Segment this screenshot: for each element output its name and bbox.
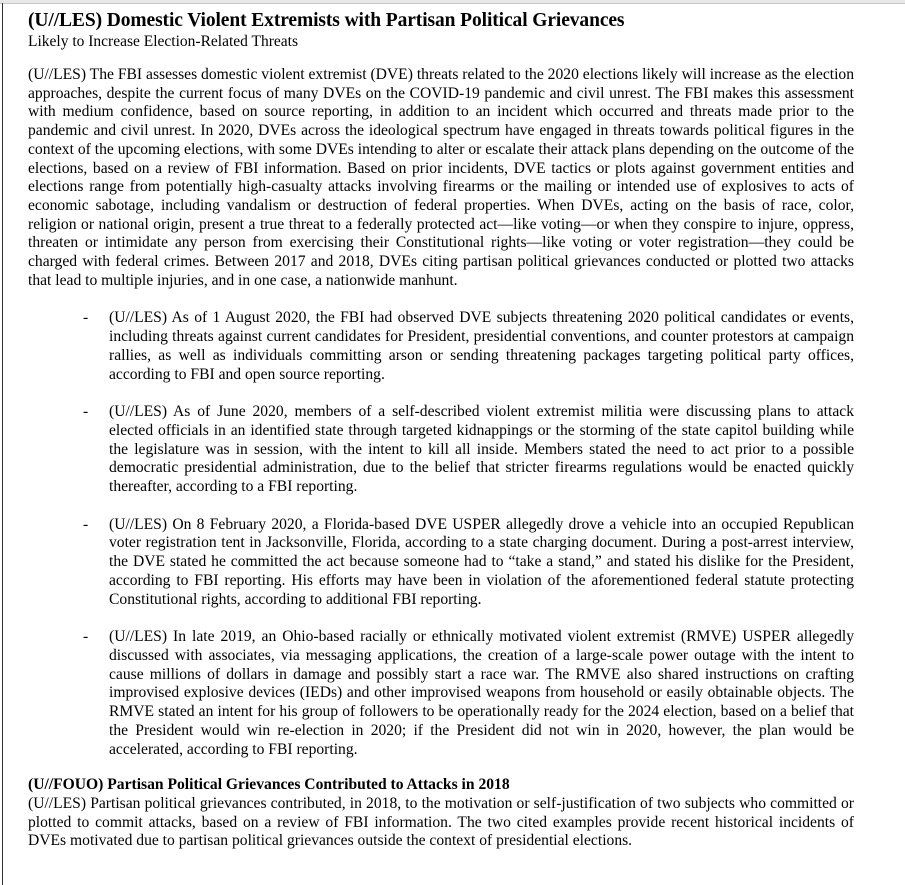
bullet-list	[28, 309, 854, 759]
bullet-item	[28, 309, 854, 384]
bullet-text: (U//LES) On 8 February 2020, a Florida-based DVE USPER allegedly drove a vehicle into an occupied Republican voter registration tent in Jacksonville, Florida, according to a state charging document. During a post-arrest interview, the DVE stated he committed the act because someone had to “take a stand,” and stated his dislike for the President, according to FBI reporting. His efforts may have been in violation of the aforementioned federal statute protecting Constitutional rights, according to additional FBI reporting.	[109, 515, 854, 608]
bullet-dash: -	[83, 403, 89, 421]
section-heading: (U//FOUO) Partisan Political Grievances Contributed to Attacks in 2018	[28, 776, 510, 794]
document-subtitle: Likely to Increase Election-Related Threats	[28, 33, 298, 50]
bullet-item	[28, 403, 854, 497]
section-paragraph: (U//LES) Partisan political grievances contributed, in 2018, to the motivation or self-justification of two subjects who committed or plotted to commit attacks, based on a review of FBI information. The two cited examples provide recent historical incidents of DVEs motivated due to partisan political grievances outside the context of presidential elections.	[28, 794, 854, 850]
bullet-dash: -	[83, 309, 89, 327]
document-title: (U//LES) Domestic Violent Extremists with Partisan Political Grievances	[28, 10, 625, 31]
bullet-text: (U//LES) In late 2019, an Ohio-based racially or ethnically motivated violent extremist (RMVE) USPER allegedly discussed with associates, via messaging applications, the creation of a large-scale power outage with the intent to cause millions of dollars in damage and possibly start a race war. The RMVE also shared instructions on crafting improvised explosive devices (IEDs) and other improvised weapons from household or easily obtainable objects. The RMVE stated an intent for his group of followers to be operationally ready for the 2024 election, based on a belief that the President would win re-election in 2020; if the President did not win in 2020, however, the plan would be accelerated, according to FBI reporting.	[109, 628, 854, 758]
bullet-item	[28, 516, 854, 610]
bullet-text: (U//LES) As of June 2020, members of a self-described violent extremist militia were discussing plans to attack elected officials in an identified state through targeted kidnappings or the storming of the state capitol building while the legislature was in session, with the intent to kill all inside. Members stated the need to act prior to a possible democratic presidential administration, due to the belief that stricter firearms regulations would be enacted quickly thereafter, according to a FBI reporting.	[109, 403, 854, 496]
bullet-dash: -	[83, 515, 89, 533]
intro-paragraph: (U//LES) The FBI assesses domestic violent extremist (DVE) threats related to the 2020 elections likely will increase as the election approaches, despite the current focus of many DVEs on the COVID-19 pandemic and civil unrest. The FBI makes this assessment with medium confidence, based on source reporting, in addition to an incident which occurred and threats made prior to the pandemic and civil unrest. In 2020, DVEs across the ideological spectrum have engaged in threats towards political figures in the context of the upcoming elections, with some DVEs intending to alter or escalate their attack plans depending on the outcome of the elections, based on a review of FBI information. Based on prior incidents, DVE tactics or plots against government entities and elections range from potentially high-casualty attacks involving firearms or the mailing or intended use of explosives to acts of economic sabotage, including vandalism or destruction of federal properties. When DVEs, acting on the basis of race, color, religion or national origin, present a true threat to a federally protected act—like voting—or when they conspire to injure, oppress, threaten or intimidate any person from exercising their Constitutional rights—like voting or voter registration—they could be charged with federal crimes. Between 2017 and 2018, DVEs citing partisan political grievances conducted or plotted two attacks that lead to multiple injuries, and in one case, a nationwide manhunt.	[28, 66, 854, 289]
document-page	[28, 10, 854, 851]
page-left-border	[2, 3, 3, 885]
bullet-dash: -	[83, 628, 89, 646]
viewer-top-edge	[0, 0, 905, 4]
bullet-item	[28, 628, 854, 759]
bullet-text: (U//LES) As of 1 August 2020, the FBI had observed DVE subjects threatening 2020 political candidates or events, including threats against current candidates for President, presidential conventions, and counter protestors at campaign rallies, as well as individuals committing arson or sending threatening packages targeting political party offices, according to FBI and open source reporting.	[109, 309, 854, 383]
